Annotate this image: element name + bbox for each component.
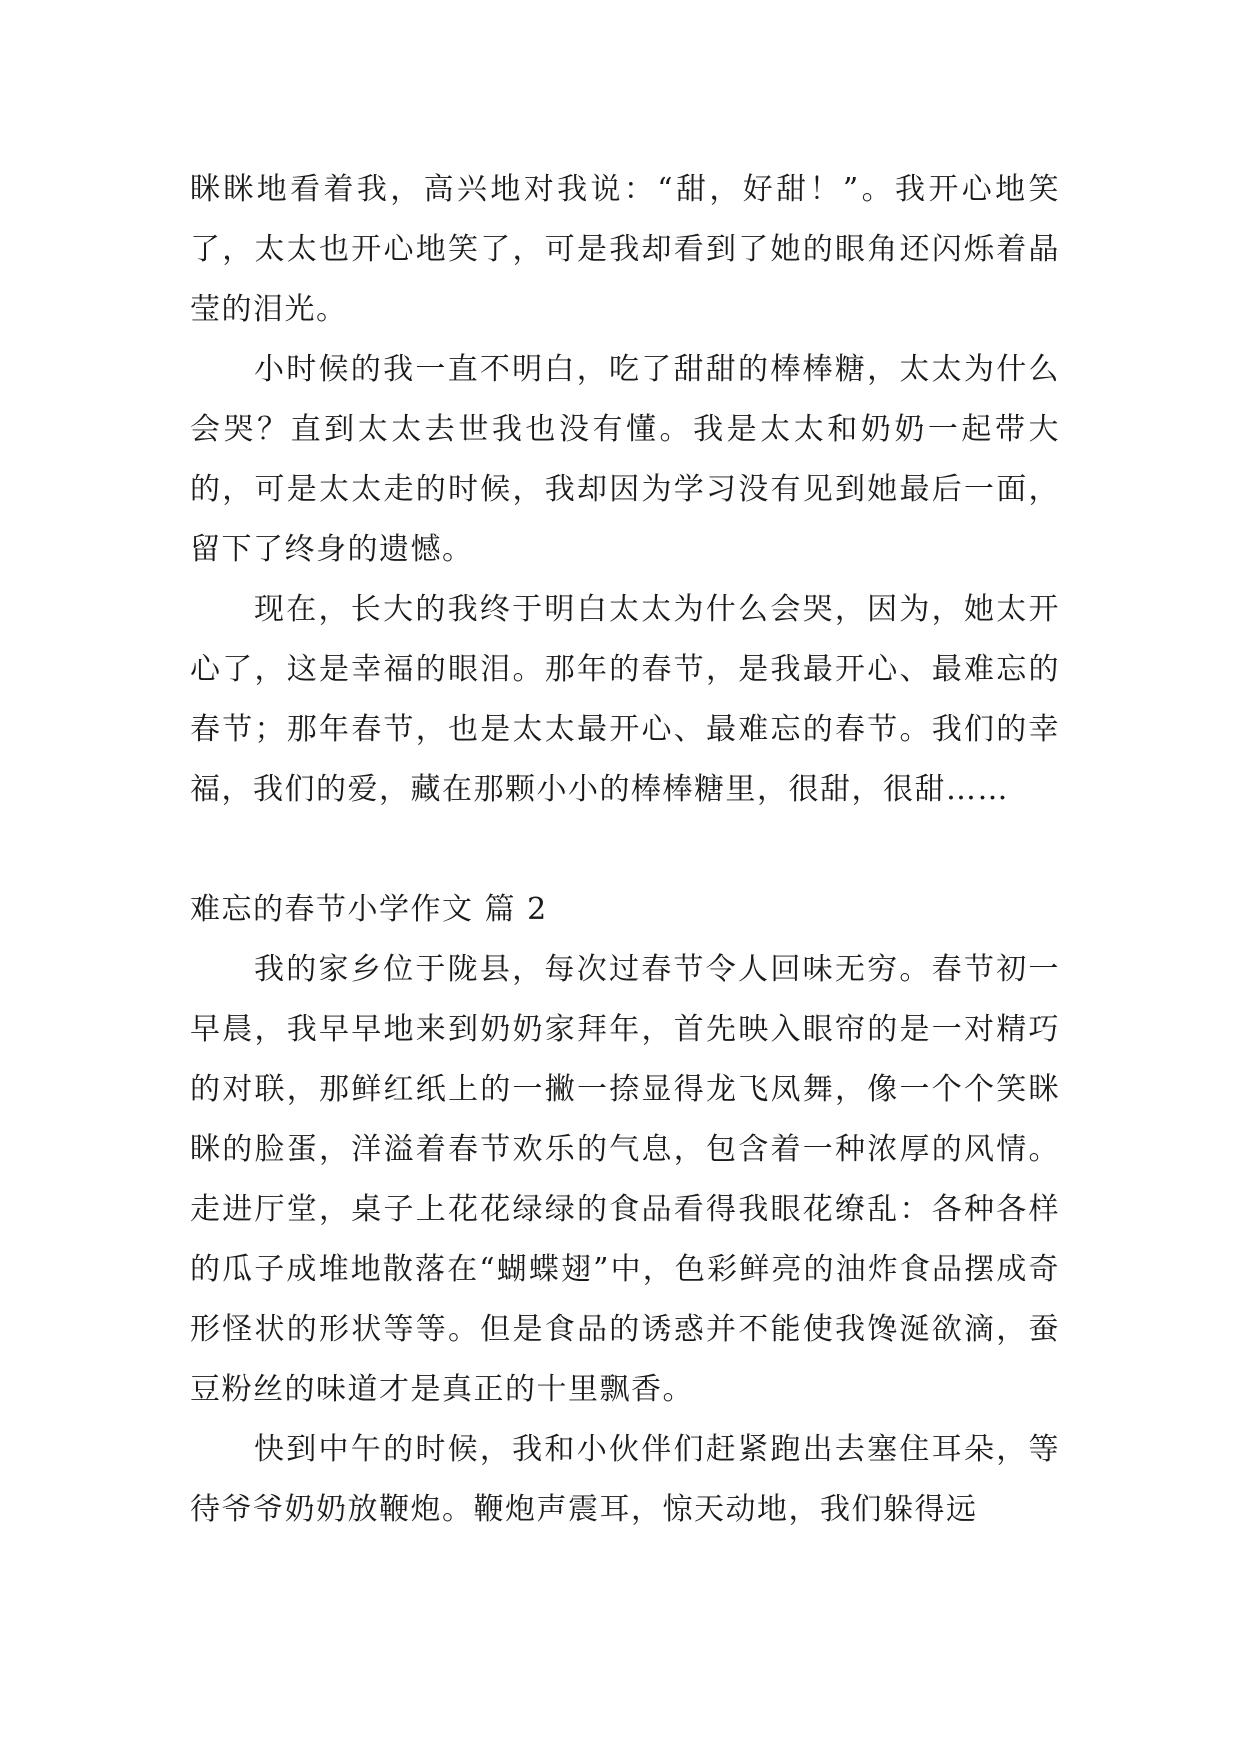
paragraph-4: 我的家乡位于陇县，每次过春节令人回味无穷。春节初一早晨，我早早地来到奶奶家拜年，首先映入眼帘的是一对精巧的对联，那鲜红纸上的一撇一捺显得龙飞凤舞，像一个个笑眯眯的脸蛋，洋溢着春节欢乐的气息，包含着一种浓厚的风情。走进厅堂，桌子上花花绿绿的食品看得我眼花缭乱：各种各样的瓜子成堆地散落在“蝴蝶翅”中，色彩鲜亮的油炸食品摆成奇形怪状的形状等等。但是食品的诱惑并不能使我馋涎欲滴，蚕豆粉丝的味道才是真正的十里飘香。 <box>190 952 1060 1407</box>
paragraph-5: 快到中午的时候，我和小伙伴们赶紧跑出去塞住耳朵，等待爷爷奶奶放鞭炮。鞭炮声震耳，惊天动地，我们躲得远 <box>190 1432 1060 1527</box>
paragraph-2: 小时候的我一直不明白，吃了甜甜的棒棒糖，太太为什么会哭？直到太太去世我也没有懂。我是太太和奶奶一起带大的，可是太太走的时候，我却因为学习没有见到她最后一面，留下了终身的遗憾。 <box>190 352 1060 567</box>
section-title: 难忘的春节小学作文 篇 2 <box>190 892 548 927</box>
section-spacer <box>190 820 1060 880</box>
paragraph-3: 现在，长大的我终于明白太太为什么会哭，因为，她太开心了，这是幸福的眼泪。那年的春节，是我最开心、最难忘的春节；那年春节，也是太太最开心、最难忘的春节。我们的幸福，我们的爱，藏在那颗小小的棒棒糖里，很甜，很甜…… <box>190 592 1060 807</box>
paragraph-1: 眯眯地看着我，高兴地对我说：“甜，好甜！”。我开心地笑了，太太也开心地笑了，可是我却看到了她的眼角还闪烁着晶莹的泪光。 <box>190 172 1060 327</box>
essay-body <box>190 160 1060 1540</box>
